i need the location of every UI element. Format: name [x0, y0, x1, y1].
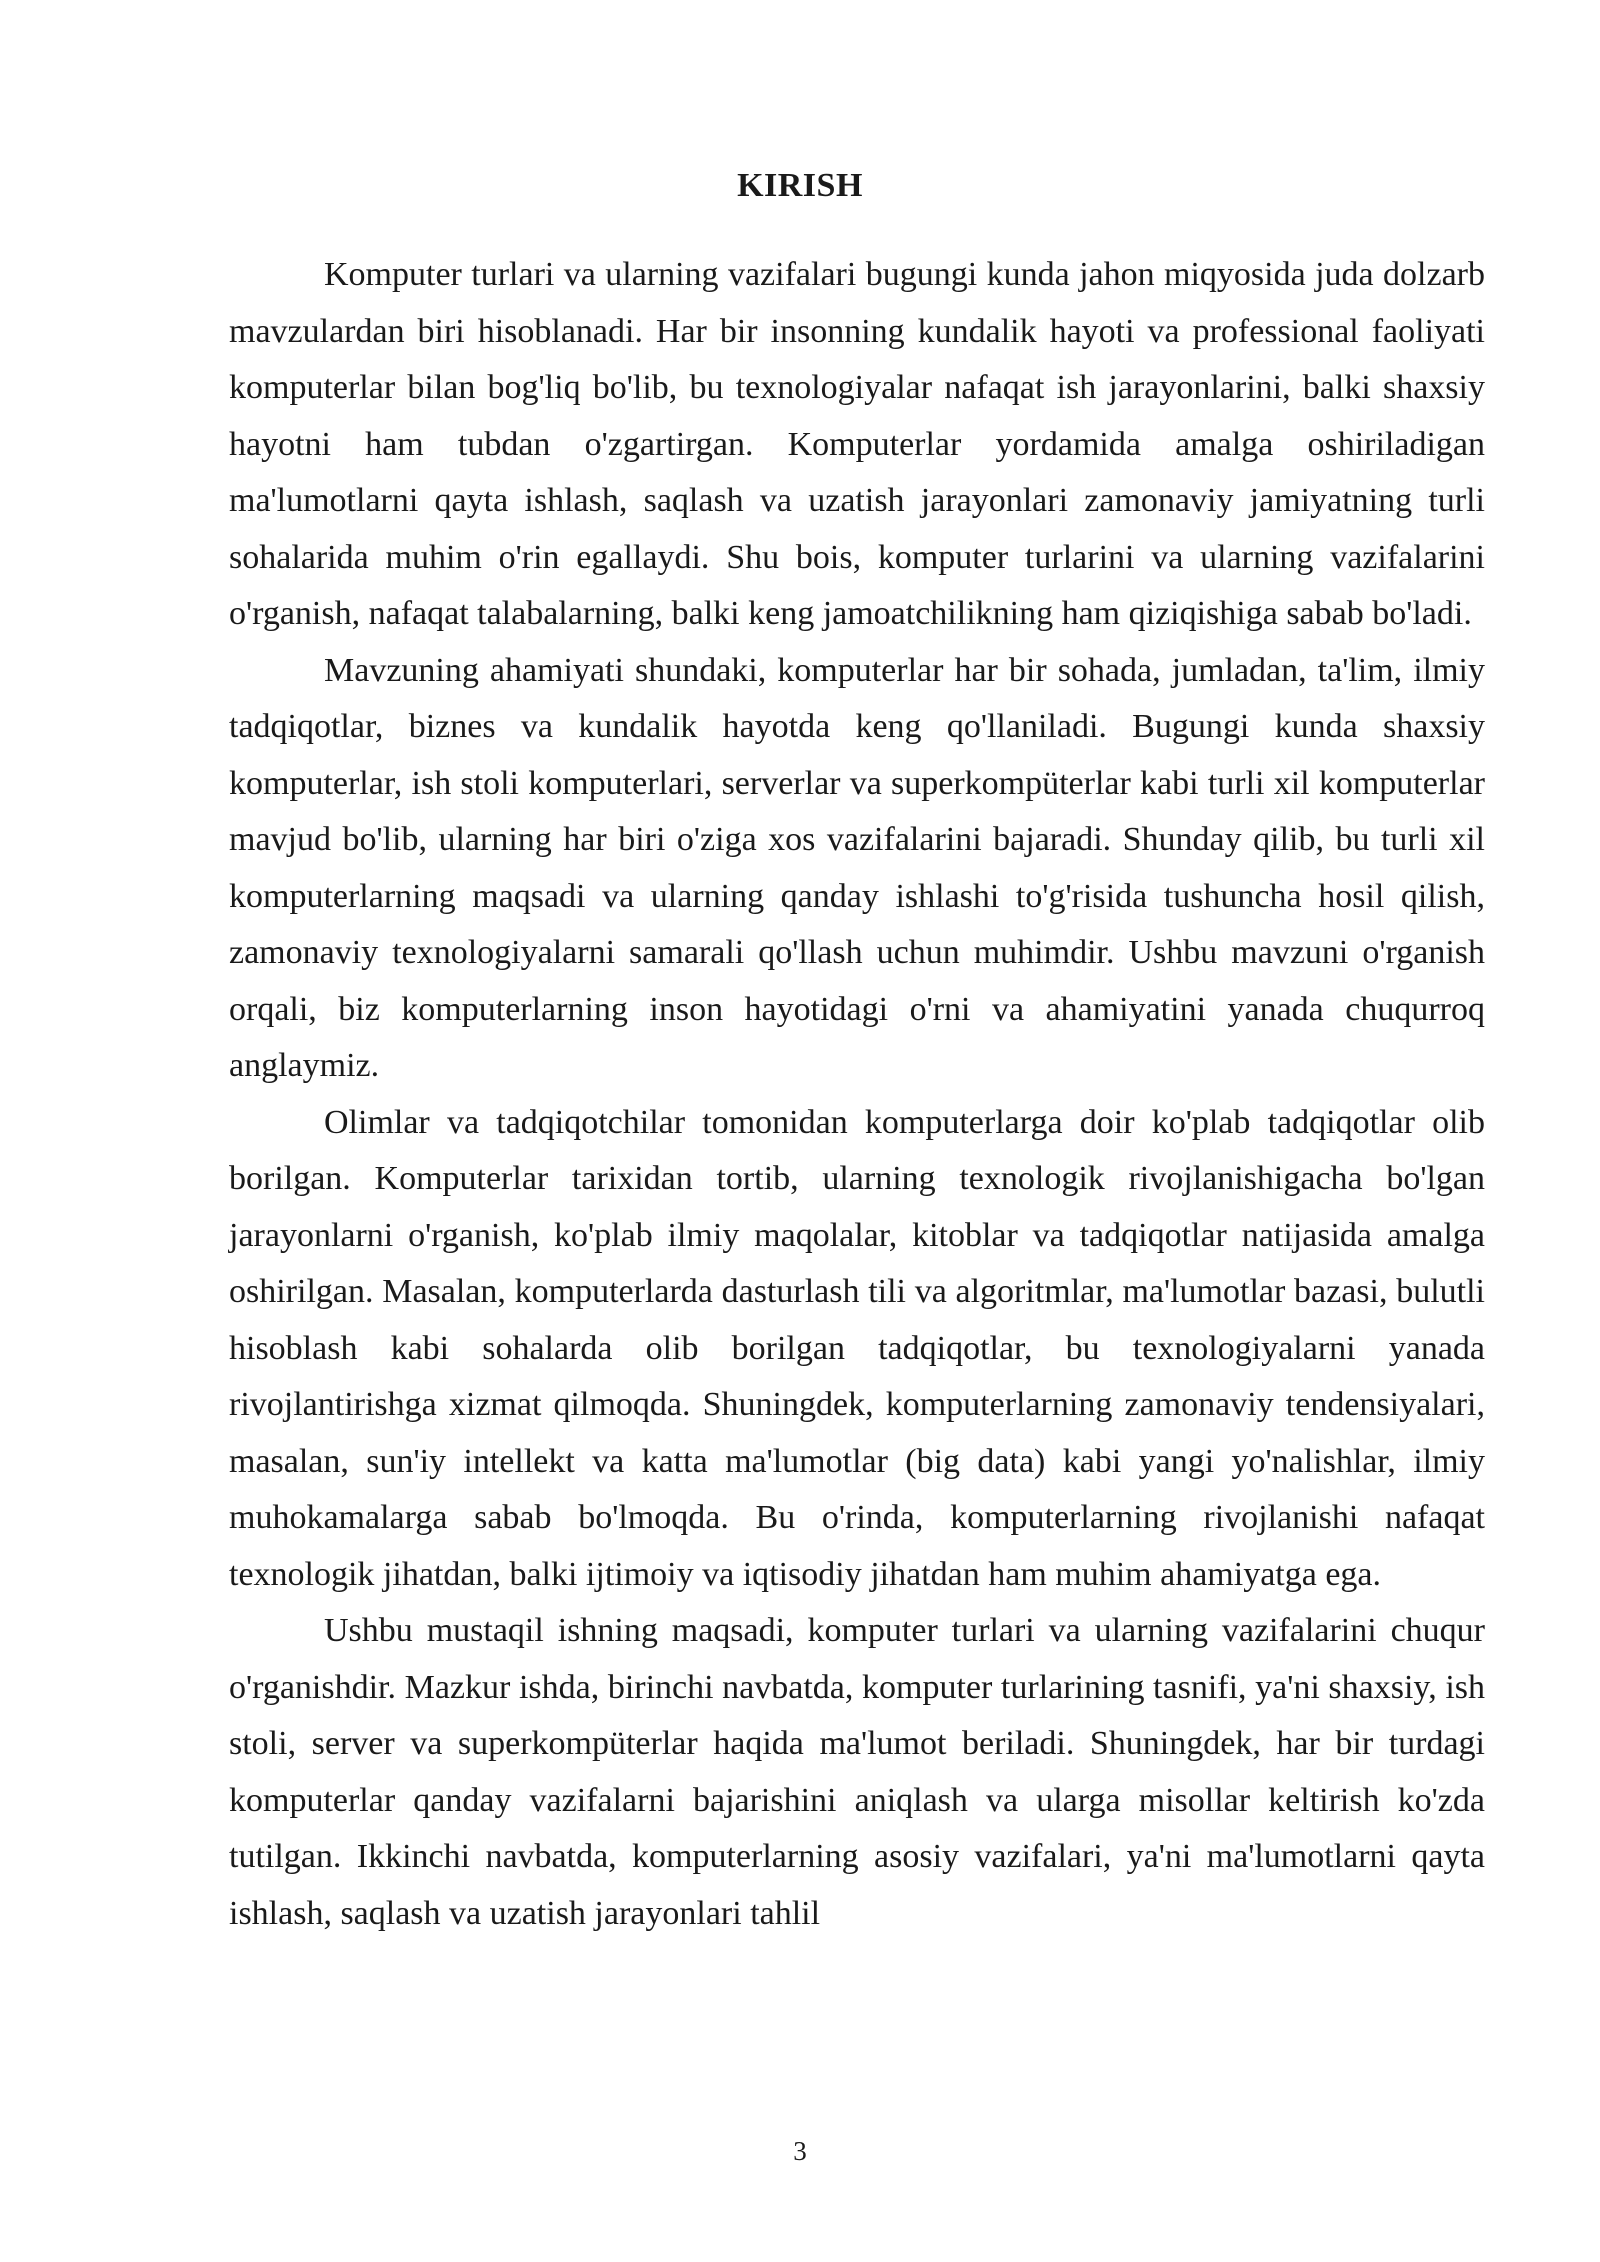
paragraph: Mavzuning ahamiyati shundaki, komputerlar har bir sohada, jumladan, ta'lim, ilmiy tadqiqotlar, biznes va kundalik hayotda keng qo'llaniladi. Bugungi kunda shaxsiy komputerlar, ish stoli komputerlari, serverlar va superkompüterlar kabi turli xil komputerlar mavjud bo'lib, ularning har biri o'ziga xos vazifalarini bajaradi. Shunday qilib, bu turli xil komputerlarning maqsadi va ularning qanday ishlashi to'g'risida tushuncha hosil qilish, zamonaviy texnologiyalarni samarali qo'llash uchun muhimdir. Ushbu mavzuni o'rganish orqali, biz komputerlarning inson hayotidagi o'rni va ahamiyatini yanada chuqurroq anglaymiz. — [229, 651, 1485, 1084]
paragraph: Komputer turlari va ularning vazifalari bugungi kunda jahon miqyosida juda dolzarb mavzulardan biri hisoblanadi. Har bir insonning kundalik hayoti va professional faoliyati komputerlar bilan bog'liq bo'lib, bu texnologiyalar nafaqat ish jarayonlarini, balki shaxsiy hayotni ham tubdan o'zgartirgan. Komputerlar yordamida amalga oshiriladigan ma'lumotlarni qayta ishlash, saqlash va uzatish jarayonlari zamonaviy jamiyatning turli sohalarida muhim o'rin egallaydi. Shu bois, komputer turlarini va ularning vazifalarini o'rganish, nafaqat talabalarning, balki keng jamoatchilikning ham qiziqishiga sabab bo'ladi. — [229, 256, 1485, 632]
paragraph: Olimlar va tadqiqotchilar tomonidan komputerlarga doir ko'plab tadqiqotlar olib borilgan. Komputerlar tarixidan tortib, ularning texnologik rivojlanishigacha bo'lgan jarayonlarni o'rganish, ko'plab ilmiy maqolalar, kitoblar va tadqiqotlar natijasida amalga oshirilgan. Masalan, komputerlarda dasturlash tili va algoritmlar, ma'lumotlar bazasi, bulutli hisoblash kabi sohalarda olib borilgan tadqiqotlar, bu texnologiyalarni yanada rivojlantirishga xizmat qilmoqda. Shuningdek, komputerlarning zamonaviy tendensiyalari, masalan, sun'iy intellekt va katta ma'lumotlar (big data) kabi yangi yo'nalishlar, ilmiy muhokamalarga sabab bo'lmoqda. Bu o'rinda, komputerlarning rivojlanishi nafaqat texnologik jihatdan, balki ijtimoiy va iqtisodiy jihatdan ham muhim ahamiyatga ega. — [229, 1103, 1485, 1593]
paragraph: Ushbu mustaqil ishning maqsadi, komputer turlari va ularning vazifalarini chuqur o'rganishdir. Mazkur ishda, birinchi navbatda, komputer turlarining tasnifi, ya'ni shaxsiy, ish stoli, server va superkompüterlar haqida ma'lumot beriladi. Shuningdek, har bir turdagi komputerlar qanday vazifalarni bajarishini aniqlash va ularga misollar keltirish ko'zda tutilgan. Ikkinchi navbatda, komputerlarning asosiy vazifalari, ya'ni ma'lumotlarni qayta ishlash, saqlash va uzatish jarayonlari tahlil — [229, 1612, 1485, 1932]
page-number: 3 — [793, 2136, 807, 2166]
body-text — [229, 247, 1485, 1942]
section-heading: KIRISH — [737, 167, 863, 204]
